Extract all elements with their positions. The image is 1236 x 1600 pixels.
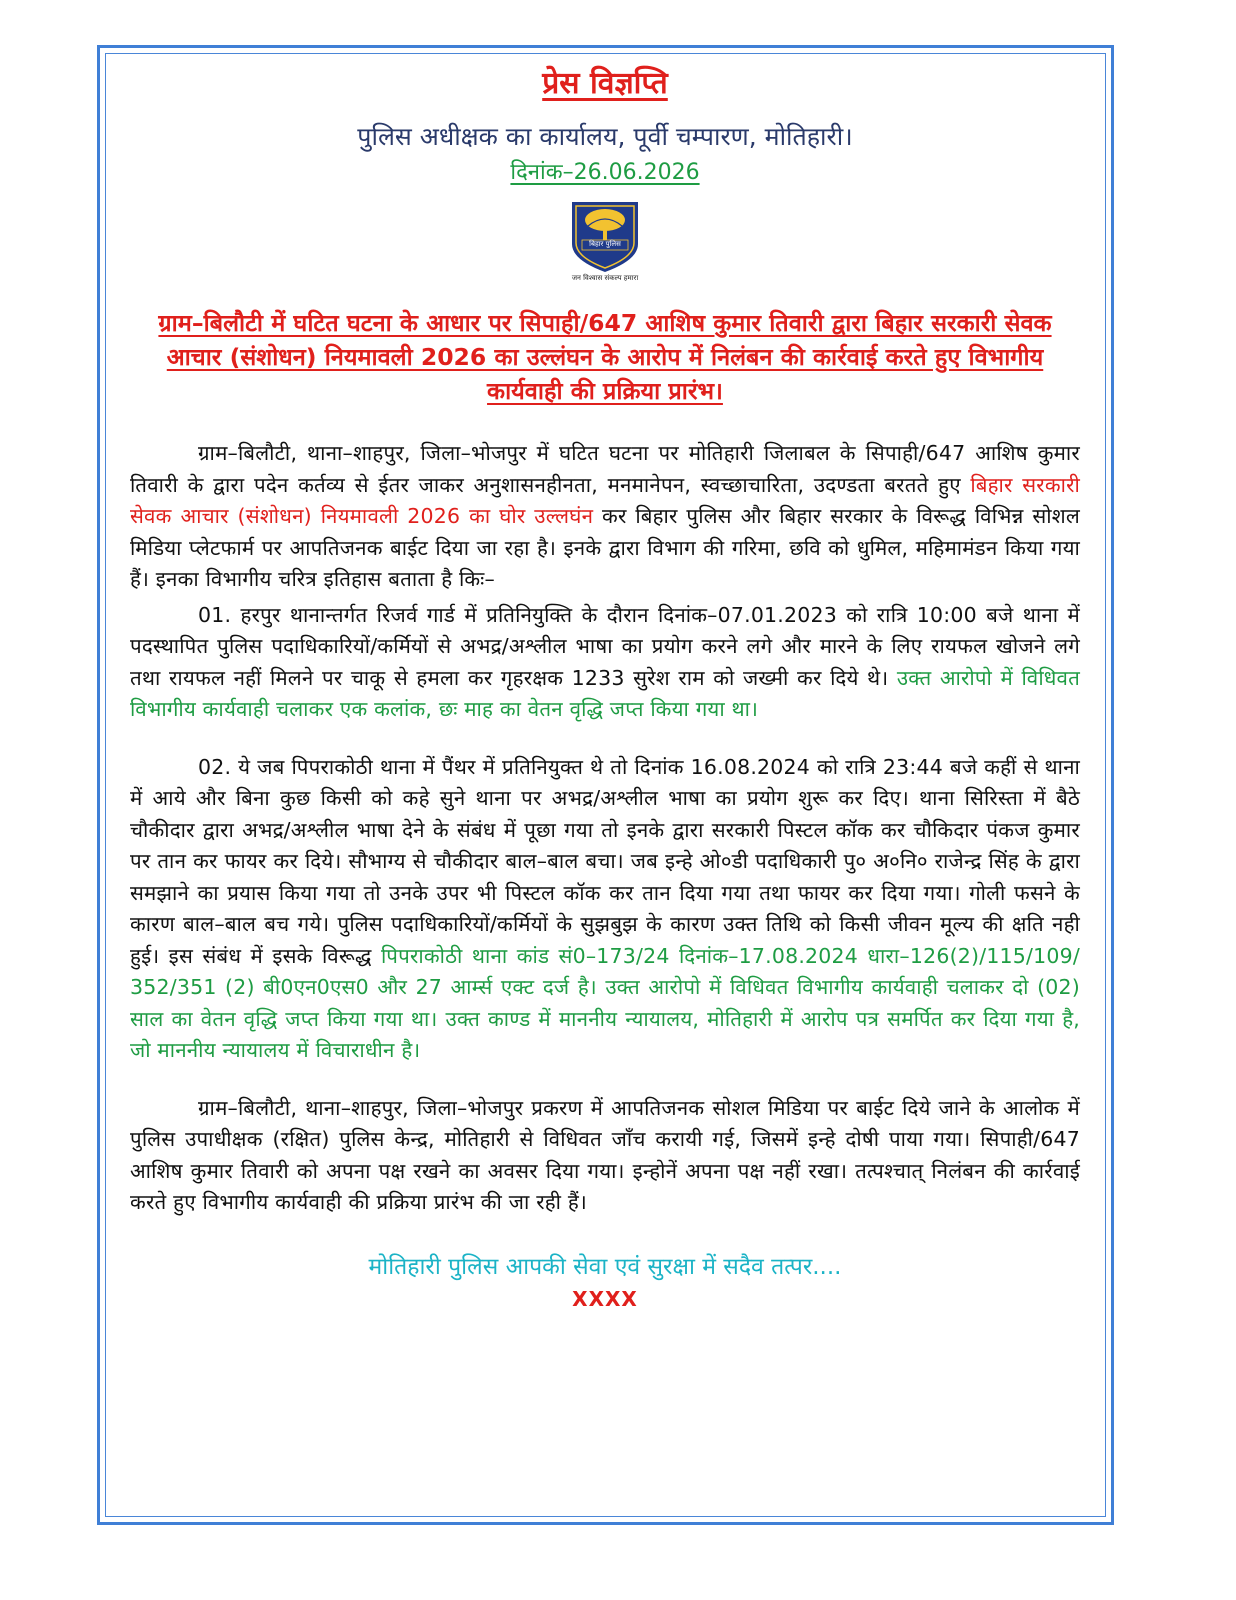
header [130, 62, 1080, 284]
office-name: पुलिस अधीक्षक का कार्यालय, पूर्वी चम्पारण, मोतिहारी। [357, 122, 853, 151]
incident-02-action: पिपराकोठी थाना कांड सं0–173/24 दिनांक–17.08.2024 धारा–126(2)/115/109/ 352/351 (2) बी0एन0एस0 और 27 आर्म्स एक्ट दर्ज है। उक्त आरोपो में विधिवत विभागीय कार्यवाही चलाकर दो (02) साल का वेतन वृद्धि जप्त किया गया था। उक्त काण्ड में माननीय न्यायालय, मोतिहारी में आरोप पत्र समर्पित कर दिया गया है, जो माननीय न्यायालय में विचाराधीन है। [130, 943, 1080, 1062]
logo-top-text: बिहार पुलिस [589, 240, 621, 248]
paragraph-incident-01 [130, 600, 1080, 726]
footer-slogan: मोतिहारी पुलिस आपकी सेवा एवं सुरक्षा में सदैव तत्पर.... [368, 1253, 842, 1280]
press-release [130, 62, 1080, 1311]
headline: ग्राम–बिलौटी में घटित घटना के आधार पर सिपाही/647 आशिष कुमार तिवारी द्वारा बिहार सरकारी सेवक आचार (संशोधन) नियमावली 2026 का उल्लंघन के आरोप में निलंबन की कार्रवाई करते हुए विभागीय कार्यवाही की प्रक्रिया प्रारंभ। [158, 309, 1052, 405]
paragraph-conclusion: ग्राम–बिलौटी, थाना–शाहपुर, जिला–भोजपुर प्रकरण में आपतिजनक सोशल मिडिया पर बाईट दिये जाने के आलोक में पुलिस उपाधीक्षक (रक्षित) पुलिस केन्द्र, मोतिहारी से विधिवत जाँच करायी गई, जिसमें इन्हे दोषी पाया गया। सिपाही/647 आशिष कुमार तिवारी को अपना पक्ष रखने का अवसर दिया गया। इन्होनें अपना पक्ष नहीं रखा। तत्पश्चात् निलंबन की कार्रवाई करते हुए विभागीय कार्यवाही की प्रक्रिया प्रारंभ की जा रही हैं। [130, 1095, 1080, 1214]
page-title: प्रेस विज्ञप्ति [542, 66, 668, 101]
paragraph-incident-02 [130, 752, 1080, 1067]
incident-01-text: 01. हरपुर थानान्तर्गत रिजर्व गार्ड में प्रतिनियुक्ति के दौरान दिनांक–07.01.2023 को रात्रि 10:00 बजे थाना में पदस्थापित पुलिस पदाधिकारियों/कर्मियों से अभद्र/अश्लील भाषा का प्रयोग करने लगे और मारने के लिए रायफल खोजने लगे तथा रायफल नहीं मिलने पर चाकू से हमला कर गृहरक्षक 1233 सुरेश राम को जख्मी कर दिये थे। [130, 602, 1080, 690]
date-line [130, 158, 1080, 188]
intro-text-1: ग्राम–बिलौटी, थाना–शाहपुर, जिला–भोजपुर में घटित घटना पर मोतिहारी जिलाबल के सिपाही/647 आशिष कुमार तिवारी के द्वारा पदेन कर्तव्य से ईतर जाकर अनुशासनहीनता, मनमानेपन, स्वच्छाचारिता, उदण्डता बरतते हुए [130, 441, 1080, 497]
intro-text-2: कर बिहार पुलिस और बिहार सरकार के विरूद्ध विभिन्न सोशल मिडिया प्लेटफार्म पर आपतिजनक बाईट दिया जा रहा है। इनके द्वारा विभाग की गरिमा, छवि को धुमिल, महिमामंडन किया गया हैं। इनका विभागीय चरित्र इतिहास बताता है किः– [130, 504, 1080, 591]
incident-02-text: 02. ये जब पिपराकोठी थाना में पैंथर में प्रतिनियुक्त थे तो दिनांक 16.08.2024 को रात्रि 23:44 बजे कहीं से थाना में आये और बिना कुछ किसी को कहे सुने थाना पर अभद्र/अश्लील भाषा का प्रयोग शुरू कर दिए। थाना सिरिस्ता में बैठे चौकीदार द्वारा अभद्र/अश्लील भाषा देने के संबंध में पूछा गया तो इनके द्वारा सरकारी पिस्टल कॉक कर चौकिदार पंकज कुमार पर तान कर फायर कर दिये। सौभाग्य से चौकीदार बाल–बाल बचा। जब इन्हे ओ०डी पदाधिकारी पु० अ०नि० राजेन्द्र सिंह के द्वारा समझाने का प्रयास किया गया तो उनके उपर भी पिस्टल कॉक कर तान दिया गया तथा फायर कर दिया गया। गोली फसने के कारण बाल–बाल बच गये। पुलिस पदाधिकारियों/कर्मियों के सुझबुझ के कारण उक्त तिथि को किसी जीवन मूल्य की क्षति नही हुई। इस संबंध में इसके विरूद्ध [130, 754, 1080, 968]
intro-highlight: बिहार सरकारी सेवक आचार (संशोधन) नियमावली 2026 का घोर उल्लघंन [130, 472, 1081, 528]
end-mark: XXXX [572, 1286, 638, 1311]
date-text: दिनांक–26.06.2026 [510, 160, 700, 185]
logo-tagline: जन विश्वास संकल्प हमारा [571, 274, 639, 282]
incident-01-action: उक्त आरोपो में विधिवत विभागीय कार्यवाही चलाकर एक कलांक, छः माह का वेतन वृद्धि जप्त किया गया था। [130, 665, 1080, 721]
paragraph-intro [130, 438, 1080, 596]
bihar-police-logo [560, 198, 650, 284]
